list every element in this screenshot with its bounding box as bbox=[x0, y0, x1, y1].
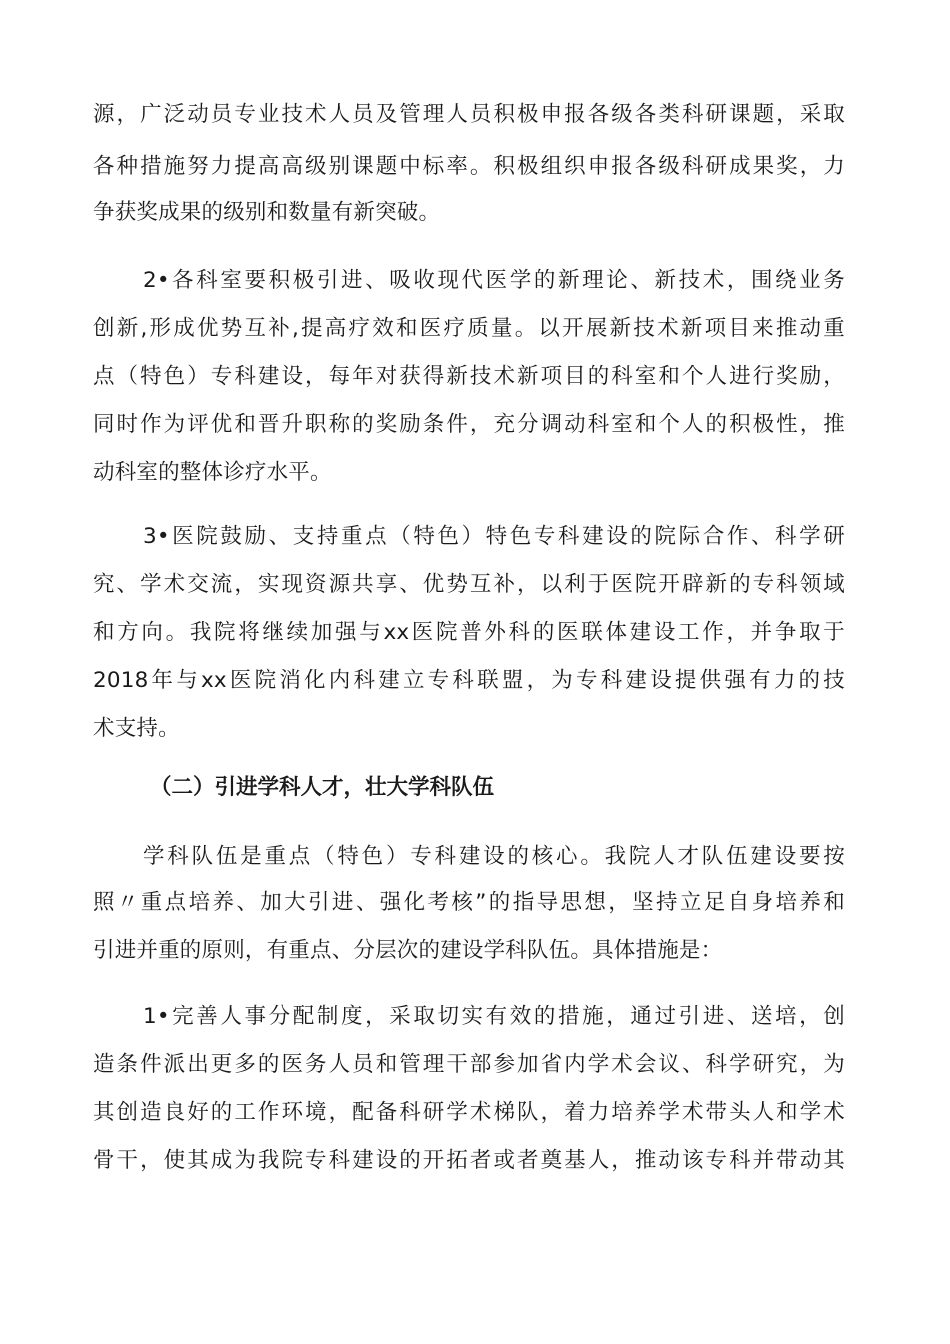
text-line: 同时作为评优和晋升职称的奖励条件，充分调动科室和个人的积极性，推 bbox=[93, 412, 845, 437]
text-line: 学科队伍是重点（特色）专科建设的核心。我院人才队伍建设要按 bbox=[143, 844, 845, 869]
section-heading: （二）引进学科人才，壮大学科队伍 bbox=[150, 775, 495, 800]
text-line: 究、学术交流，实现资源共享、优势互补，以利于医院开辟新的专科领域 bbox=[93, 572, 845, 597]
text-line: 各种措施努力提高高级别课题中标率。积极组织申报各级科研成果奖，力 bbox=[93, 154, 845, 179]
text-line: 和方向。我院将继续加强与xx医院普外科的医联体建设工作，并争取于 bbox=[93, 620, 845, 645]
text-line: 骨干，使其成为我院专科建设的开拓者或者奠基人，推动该专科并带动其 bbox=[93, 1148, 845, 1173]
text-line: 争获奖成果的级别和数量有新突破。 bbox=[93, 200, 441, 225]
text-line: 照〃重点培养、加大引进、强化考核”的指导思想，坚持立足自身培养和 bbox=[93, 890, 845, 915]
text-line: 1•完善人事分配制度，采取切实有效的措施，通过引进、送培，创 bbox=[143, 1004, 845, 1029]
text-line: 源，广泛动员专业技术人员及管理人员积极申报各级各类科研课题，采取 bbox=[93, 102, 845, 127]
text-line: 2018年与xx医院消化内科建立专科联盟，为专科建设提供强有力的技 bbox=[93, 668, 845, 693]
text-line: 造条件派出更多的医务人员和管理干部参加省内学术会议、科学研究，为 bbox=[93, 1052, 845, 1077]
text-line: 引进并重的原则，有重点、分层次的建设学科队伍。具体措施是： bbox=[93, 938, 723, 963]
text-line: 3•医院鼓励、支持重点（特色）特色专科建设的院际合作、科学研 bbox=[143, 524, 845, 549]
text-line: 动科室的整体诊疗水平。 bbox=[93, 460, 332, 485]
text-line: 点（特色）专科建设，每年对获得新技术新项目的科室和个人进行奖励， bbox=[93, 364, 845, 389]
text-line: 其创造良好的工作环境，配备科研学术梯队，着力培养学术带头人和学术 bbox=[93, 1100, 845, 1125]
text-line: 术支持。 bbox=[93, 716, 180, 741]
text-line: 创新,形成优势互补,提高疗效和医疗质量。以开展新技术新项目来推动重 bbox=[93, 316, 845, 341]
text-line: 2•各科室要积极引进、吸收现代医学的新理论、新技术，围绕业务 bbox=[143, 268, 845, 293]
